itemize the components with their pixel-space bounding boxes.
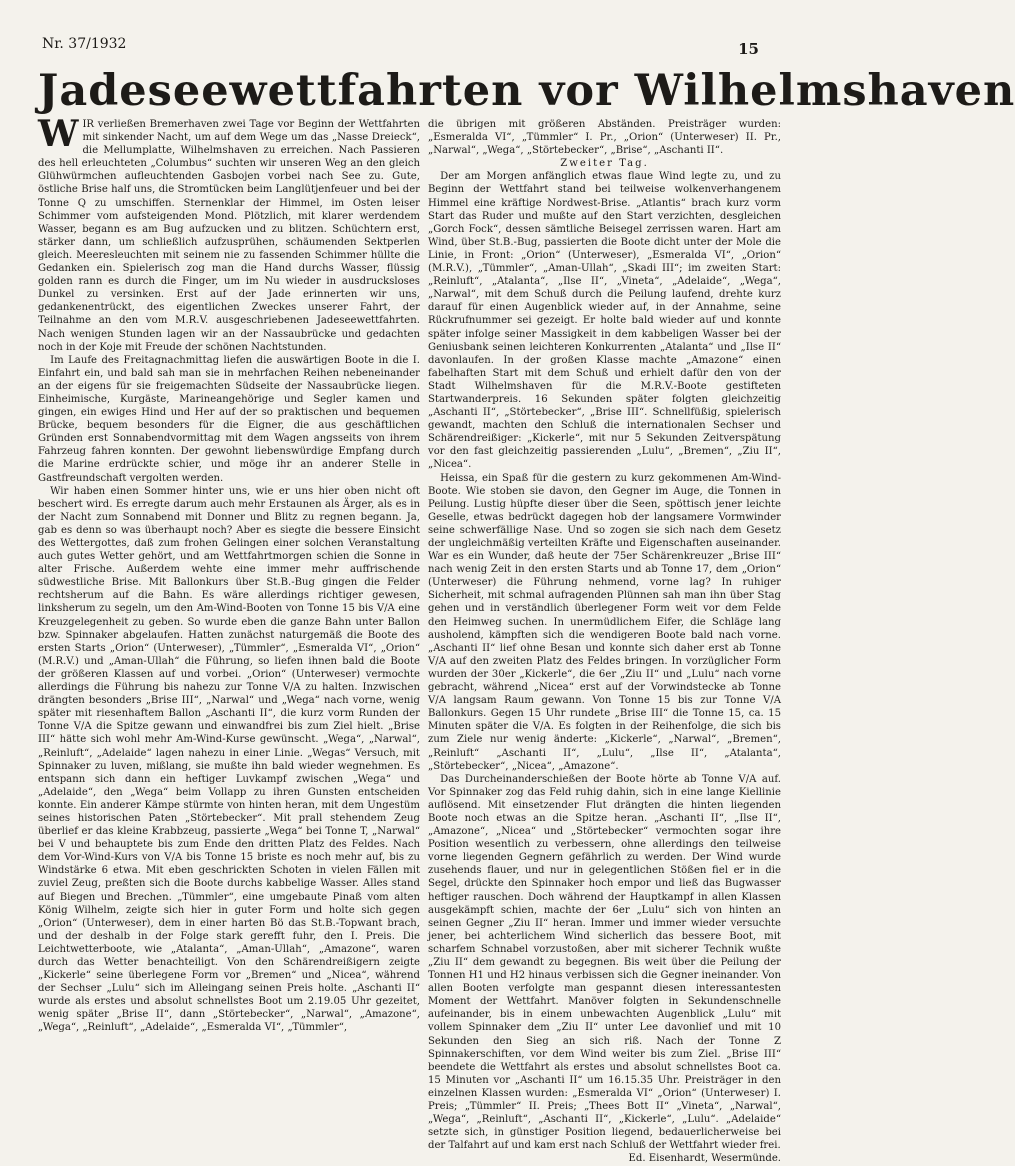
paragraph: Heissa, ein Spaß für die gestern zu kurz gekommenen Am-Wind-Boote. Wie stoben sie davon, den Gegner im Auge, die Tonnen in Peilung. Lustig hüpfte dieser über die Seen, spöttisch jener leichte Geselle, etwas bedrückt dagegen hob der langsamere Vormwinder seine schwerfällige Nase. Und so zogen sie sich nach dem Gesetz der ungleichmäßig verteilten Kräfte und Eigenschaften auseinander. War es ein Wunder, daß heute der 75er Schärenkreuzer „Brise III“ nach wenig Zeit in den ersten Starts und ab Tonne 17, dem „Orion“ (Unterweser) die Führung nehmend, vorne lag? In ruhiger Sicherheit, mit schmal aufragenden Plünnen sah man ihn über Stag gehen und in verständlich überlegener Form weit vor dem Felde den Heimweg suchen. In unermüdlichem Eifer, die Schläge lang ausholend, kämpften sich die wendigeren Boote bald nach vorne. „Aschanti II“ lief ohne Besan und konnte sich daher erst ab Tonne V/A auf den zweiten Platz des Feldes bringen. In vorzüglicher Form wurden der 30er „Kickerle“, die 6er „Ziu II“ und „Lulu“ nach vorne gebracht, während „Nicea“ erst auf der Vorwindstecke ab Tonne V/A langsam Raum gewann. Von Tonne 15 bis zur Tonne V/A Ballonkurs. Gegen 15 Uhr rundete „Brise III“ die Tonne 15, ca. 15 Minuten später die V/A. Es folgten in der Reihenfolge, die sich bis zum Ziele nur wenig änderte: „Kickerle“, „Narwal“, „Bremen“, „Reinluft“ „Aschanti II“, „Lulu“, „Ilse II“, „Atalanta“, „Störtebecker“, „Nicea“, „Amazone“. <box>428 472 781 772</box>
issue-number: Nr. 37/1932 <box>42 36 127 52</box>
article-title: Jadeseewettfahrten vor Wilhelmshaven <box>38 66 1015 116</box>
paragraph-continuation: die übrigen mit größeren Abständen. Preisträger wurden: „Esmeralda VI“, „Tümmler“ I. Pr., „Orion“ (Unterweser) II. Pr., „Narwal“, „Wega“, „Störtebecker“, „Brise“, „Aschanti II“. <box>428 119 781 157</box>
paragraph: Im Laufe des Freitagnachmittag liefen die auswärtigen Boote in die I. Einfahrt ein, und bald sah man sie in mehrfachen Reihen nebeneinander an der eigens für sie freigemachten Südseite der Nassaubrücke liegen. Einheimische, Kurgäste, Marineangehörige und Segler kamen und gingen, ein ewiges Hind und Her auf der so praktischen und bequemen Brücke, bequem besonders für die Eigner, die aus geschäftlichen Gründen erst Sonnabendvormittag mit dem Wagen angsseits von ihrem Fahrzeug fahren konnten. Der gewohnt liebenswürdige Empfang durch die Marine erdrückte schier, und möge ihr an anderer Stelle in Gastfreundschaft vergolten werden. <box>38 354 420 484</box>
paragraph-intro-text: IR verließen Bremerhaven zwei Tage vor Beginn der Wettfahrten mit sinkender Nacht, um auf dem Wege um das „Nasse Dreieck“, die Mellumplatte, Wilhelmshaven zu erreichen. Nach Passieren des hell erleuchteten „Columbus“ suchten wir unseren Weg an den gleich Glühwürmchen aufleuchtenden Gasbojen vorbei nach See zu. Gute, östliche Brise half uns, die Stromtücken beim Langlütjenfeuer und bei der Tonne Q zu umschiffen. Sternenklar der Himmel, im Osten leiser Schimmer vom aufsteigenden Mond. Plötzlich, mit klarer werdendem Wasser, begann es am Bug aufzucken und zu blitzen. Schüchtern erst, stärker dann, um schließlich aufzusprühen, schäumenden Sektperlen gleich. Meeresleuchten mit seinem nie zu fassenden Schimmer hüllte die Gedanken ein. Spielerisch zog man die Hand durchs Wasser, flüssig golden rann es durch die Finger, um im Nu wieder in ausdrucksloses Dunkel zu versinken. Erst auf der Jade erinnerten wir uns, gedankenentrückt, des eigentlichen Zweckes unserer Fahrt, der Teilnahme an den vom M.R.V. ausgeschriebenen Jadeseewettfahrten. Nach wenigen Stunden lagen wir an der Nassaubrücke und gedachten noch in der Koje mit Freude der schönen Nachtstunden. <box>38 119 420 353</box>
paragraph: Wir haben einen Sommer hinter uns, wie er uns hier oben nicht oft beschert wird. Es erregte darum auch mehr Erstaunen als Ärger, als es in der Nacht zum Sonnabend mit Donner und Blitz zu regnen begann. Ja, gab es denn so was überhaupt noch? Aber es siegte die bessere Einsicht des Wettergottes, daß zum frohen Gelingen einer solchen Veranstaltung auch gutes Wetter gehört, und am Wettfahrtmorgen schien die Sonne in alter Frische. Außerdem wehte eine immer mehr auffrischende südwestliche Brise. Mit Ballonkurs über St.B.-Bug gingen die Felder rechtsherum auf die Bahn. Es wäre allerdings richtiger gewesen, linksherum zu segeln, um den Am-Wind-Booten von Tonne 15 bis V/A eine Kreuzgelegenheit zu geben. So wurde eben die ganze Bahn unter Ballon bzw. Spinnaker abgelaufen. Hatten zunächst naturgemäß die Boote des ersten Starts „Orion“ (Unterweser), „Tümmler“, „Esmeralda VI“, „Orion“ (M.R.V.) und „Aman-Ullah“ die Führung, so liefen ihnen bald die Boote der größeren Klassen auf und vorbei. „Orion“ (Unterweser) vermochte allerdings die Führung bis nahezu zur Tonne V/A zu halten. Inzwischen drängten besonders „Brise III“, „Narwal“ und „Wega“ nach vorne, wenig später mit riesenhaftem Ballon „Aschanti II“, die kurz vorm Runden der Tonne V/A die Spitze gewann und einwandfrei bis zum Ziel hielt. „Brise III“ hätte sich wohl mehr Am-Wind-Kurse gewünscht. „Wega“, „Narwal“, „Reinluft“, „Adelaide“ lagen nahezu in einer Linie. „Wegas“ Versuch, mit Spinnaker zu luven, mißlang, sie mußte ihn bald wieder wegnehmen. Es entspann sich dann ein heftiger Luvkampf zwischen „Wega“ und „Adelaide“, den „Wega“ beim Vollapp zu ihren Gunsten entscheiden konnte. Ein anderer Kämpe stürmte von hinten heran, mit dem Ungestüm seines historischen Paten „Störtebecker“. Mit prall stehendem Zeug überlief er das kleine Krabbzeug, passierte „Wega“ bei Tonne T, „Narwal“ bei V und behauptete bis zum Ende den dritten Platz des Feldes. Nach dem Vor-Wind-Kurs von V/A bis Tonne 15 briste es noch mehr auf, bis zu Windstärke 6 etwa. Mit eben geschrickten Schoten in vielen Fällen mit zuviel Zeug, preßten sich die Boote durchs kabbelige Wasser. Alles stand auf Biegen und Brechen. „Tümmler“, eine umgebaute Pinaß vom alten König Wilhelm, zeigte sich hier in guter Form und holte sich gegen „Orion“ (Unterweser), dem in einer harten Bö das St.B.-Topwant brach, und der deshalb in der Folge stark gerefft fuhr, den I. Preis. Die Leichtwetterboote, wie „Atalanta“, „Aman-Ullah“, „Amazone“, waren durch das Wetter benachteiligt. Von den Schärendreißigern zeigte „Kickerle“ seine überlegene Form vor „Bremen“ und „Nicea“, während der Sechser „Lulu“ sich im Alleingang seinen Preis holte. „Aschanti II“ wurde als erstes und absolut schnellstes Boot um 2.19.05 Uhr gezeitet, wenig später „Brise II“, dann „Störtebecker“, „Narwal“, „Amazone“, „Wega“, „Reinluft“, „Adelaide“, „Esmeralda VI“, „Tümmler“, <box>38 485 420 1034</box>
subheading: Zweiter Tag. <box>560 158 649 170</box>
page-number: 15 <box>738 40 759 58</box>
author-signature: Ed. Eisenhardt, Wesermünde. <box>628 1153 781 1165</box>
paragraph: Der am Morgen anfänglich etwas flaue Wind legte zu, und zu Beginn der Wettfahrt stand bei teilweise wolkenverhangenem Himmel eine kräftige Nordwest-Brise. „Atlantis“ brach kurz vorm Start das Ruder und mußte auf den Start verzichten, desgleichen „Gorch Fock“, dessen sämtliche Beisegel zerrissen waren. Hart am Wind, über St.B.-Bug, passierten die Boote dicht unter der Mole die Linie, in Front: „Orion“ (Unterweser), „Esmeralda VI“, „Orion“ (M.R.V.), „Tümmler“, „Aman-Ullah“, „Skadi III“; im zweiten Start: „Reinluft“, „Atalanta“, „Ilse II“, „Vineta“, „Adelaide“, „Wega“, „Narwal“, mit dem Schuß durch die Peilung laufend, drehte kurz darauf für einen Augenblick wieder auf, in der Annahme, seine Rückrufnummer sei gezeigt. Er holte bald wieder auf und konnte später infolge seiner Massigkeit in dem kabbeligen Wasser bei der Geniusbank seinen leichteren Konkurrenten „Atalanta“ und „Ilse II“ davonlaufen. In der großen Klasse machte „Amazone“ einen fabelhaften Start mit dem Schuß und erhielt dafür den von der Stadt Wilhelmshaven für die M.R.V.-Boote gestifteten Startwanderpreis. 16 Sekunden später folgten gleichzeitig „Aschanti II“, „Störtebecker“, „Brise III“. Schnellfüßig, spielerisch gewandt, machten den Schluß die internationalen Sechser und Schärendreißiger: „Kickerle“, mit nur 5 Sekunden Zeitverspätung vor den fast gleichzeitig passierenden „Lulu“, „Bremen“, „Ziu II“, „Nicea“. <box>428 171 781 471</box>
drop-cap: W <box>38 113 79 155</box>
paragraph-intro <box>38 113 420 354</box>
page-header <box>42 36 759 58</box>
left-column <box>38 113 420 1141</box>
right-column <box>428 118 781 1165</box>
paragraph: Das Durcheinanderschießen der Boote hörte ab Tonne V/A auf. Vor Spinnaker zog das Feld ruhig dahin, sich in eine lange Kiellinie auflösend. Mit einsetzender Flut drängten die hinten liegenden Boote noch etwas an die Spitze heran. „Aschanti II“, „Ilse II“, „Amazone“, „Nicea“ und „Störtebecker“ vermochten sogar ihre Position wesentlich zu verbessern, ohne allerdings den teilweise vorne liegenden Gegnern gefährlich zu werden. Der Wind wurde zusehends flauer, und nur in gelegentlichen Stößen fiel er in die Segel, drückte den Spinnaker hoch empor und ließ das Bugwasser heftiger rauschen. Doch während der Hauptkampf in allen Klassen ausgekämpft schien, machte der 6er „Lulu“ sich von hinten an seinen Gegner „Ziu II“ heran. Immer und immer wieder versuchte jener, bei achterlichem Wind sicherlich das bessere Boot, mit scharfem Schnabel vorzustoßen, aber mit sicherer Technik wußte „Ziu II“ dem gewandt zu begegnen. Bis weit über die Peilung der Tonnen H1 und H2 hinaus verbissen sich die Gegner ineinander. Von allen Booten verfolgte man gespannt diesen interessantesten Moment der Wettfahrt. Manöver folgten in Sekundenschnelle aufeinander, bis in einem unbewachten Augenblick „Lulu“ mit vollem Spinnaker dem „Ziu II“ unter Lee davonlief und mit 10 Sekunden den Sieg an sich riß. Nach der Tonne Z Spinnakerschiften, vor dem Wind weiter bis zum Ziel. „Brise III“ beendete die Wettfahrt als erstes und absolut schnellstes Boot ca. 15 Minuten vor „Aschanti II“ um 16.15.35 Uhr. Preisträger in den einzelnen Klassen wurden: „Esmeralda VI“ „Orion“ (Unterweser) I. Preis; „Tümmler“ II. Preis; „Thees Bott II“ „Vineta“, „Narwal“, „Wega“, „Reinluft“, „Aschanti II“, „Kickerle“, „Lulu“. „Adelaide“ setzte sich, in günstiger Position liegend, bedauerlicherweise bei der Talfahrt auf und kam erst nach Schluß der Wettfahrt wieder frei. <box>428 773 781 1152</box>
